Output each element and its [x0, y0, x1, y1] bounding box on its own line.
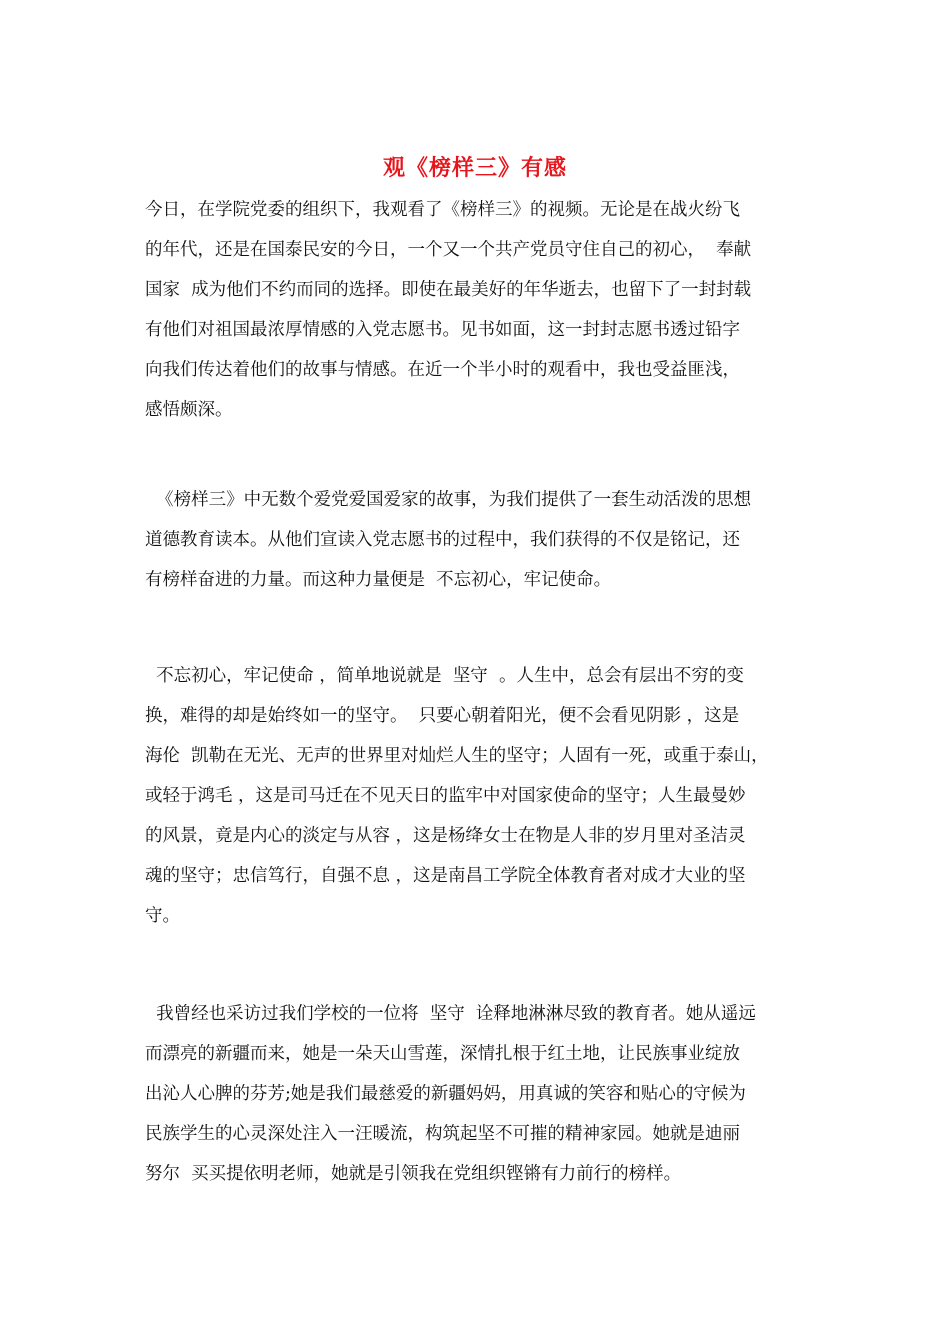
- paragraph-line: 海伦 凯勒在无光、无声的世界里对灿烂人生的坚守；人固有一死，或重于泰山，: [145, 746, 769, 766]
- paragraph-line: 我曾经也采访过我们学校的一位将 坚守 诠释地淋淋尽致的教育者。她从遥远: [145, 1004, 756, 1024]
- paragraph-line: 《榜样三》中无数个爱党爱国爱家的故事，为我们提供了一套生动活泼的思想: [145, 490, 752, 510]
- paragraph-4: [145, 994, 815, 1194]
- paragraph-line: 民族学生的心灵深处注入一汪暖流，构筑起坚不可摧的精神家园。她就是迪丽: [145, 1124, 740, 1144]
- paragraph-2: [145, 480, 815, 600]
- paragraph-line: 向我们传达着他们的故事与情感。在近一个半小时的观看中，我也受益匪浅，: [145, 360, 740, 380]
- paragraph-line: 或轻于鸿毛 ，这是司马迁在不见天日的监牢中对国家使命的坚守；人生最曼妙: [145, 786, 746, 806]
- paragraph-1: [145, 190, 815, 430]
- paragraph-line: 感悟颇深。: [145, 400, 233, 420]
- paragraph-line: 的年代，还是在国泰民安的今日，一个又一个共产党员守住自己的初心， 奉献: [145, 240, 752, 260]
- paragraph-line: 魂的坚守；忠信笃行，自强不息 ，这是南昌工学院全体教育者对成才大业的坚: [145, 866, 746, 886]
- paragraph-line: 今日，在学院党委的组织下，我观看了《榜样三》的视频。无论是在战火纷飞: [145, 200, 740, 220]
- paragraph-line: 国家 成为他们不约而同的选择。即使在最美好的年华逝去，也留下了一封封载: [145, 280, 752, 300]
- paragraph-3: [145, 656, 815, 936]
- document-title: 观《榜样三》有感: [382, 155, 567, 181]
- paragraph-line: 守。: [145, 906, 180, 926]
- paragraph-line: 有榜样奋进的力量。而这种力量便是 不忘初心，牢记使命。: [145, 570, 612, 590]
- paragraph-line: 不忘初心，牢记使命 ，简单地说就是 坚守 。人生中，总会有层出不穷的变: [145, 666, 744, 686]
- paragraph-line: 努尔 买买提依明老师，她就是引领我在党组织铿锵有力前行的榜样。: [145, 1164, 682, 1184]
- paragraph-line: 的风景，竟是内心的淡定与从容 ，这是杨绛女士在物是人非的岁月里对圣洁灵: [145, 826, 746, 846]
- paragraph-line: 换，难得的却是始终如一的坚守。 只要心朝着阳光，便不会看见阴影 ，这是: [145, 706, 740, 726]
- paragraph-line: 有他们对祖国最浓厚情感的入党志愿书。见书如面，这一封封志愿书透过铅字: [145, 320, 740, 340]
- paragraph-line: 出沁人心脾的芬芳;她是我们最慈爱的新疆妈妈，用真诚的笑容和贴心的守候为: [145, 1084, 746, 1104]
- paragraph-line: 道德教育读本。从他们宣读入党志愿书的过程中，我们获得的不仅是铭记，还: [145, 530, 740, 550]
- paragraph-line: 而漂亮的新疆而来，她是一朵天山雪莲，深情扎根于红土地，让民族事业绽放: [145, 1044, 740, 1064]
